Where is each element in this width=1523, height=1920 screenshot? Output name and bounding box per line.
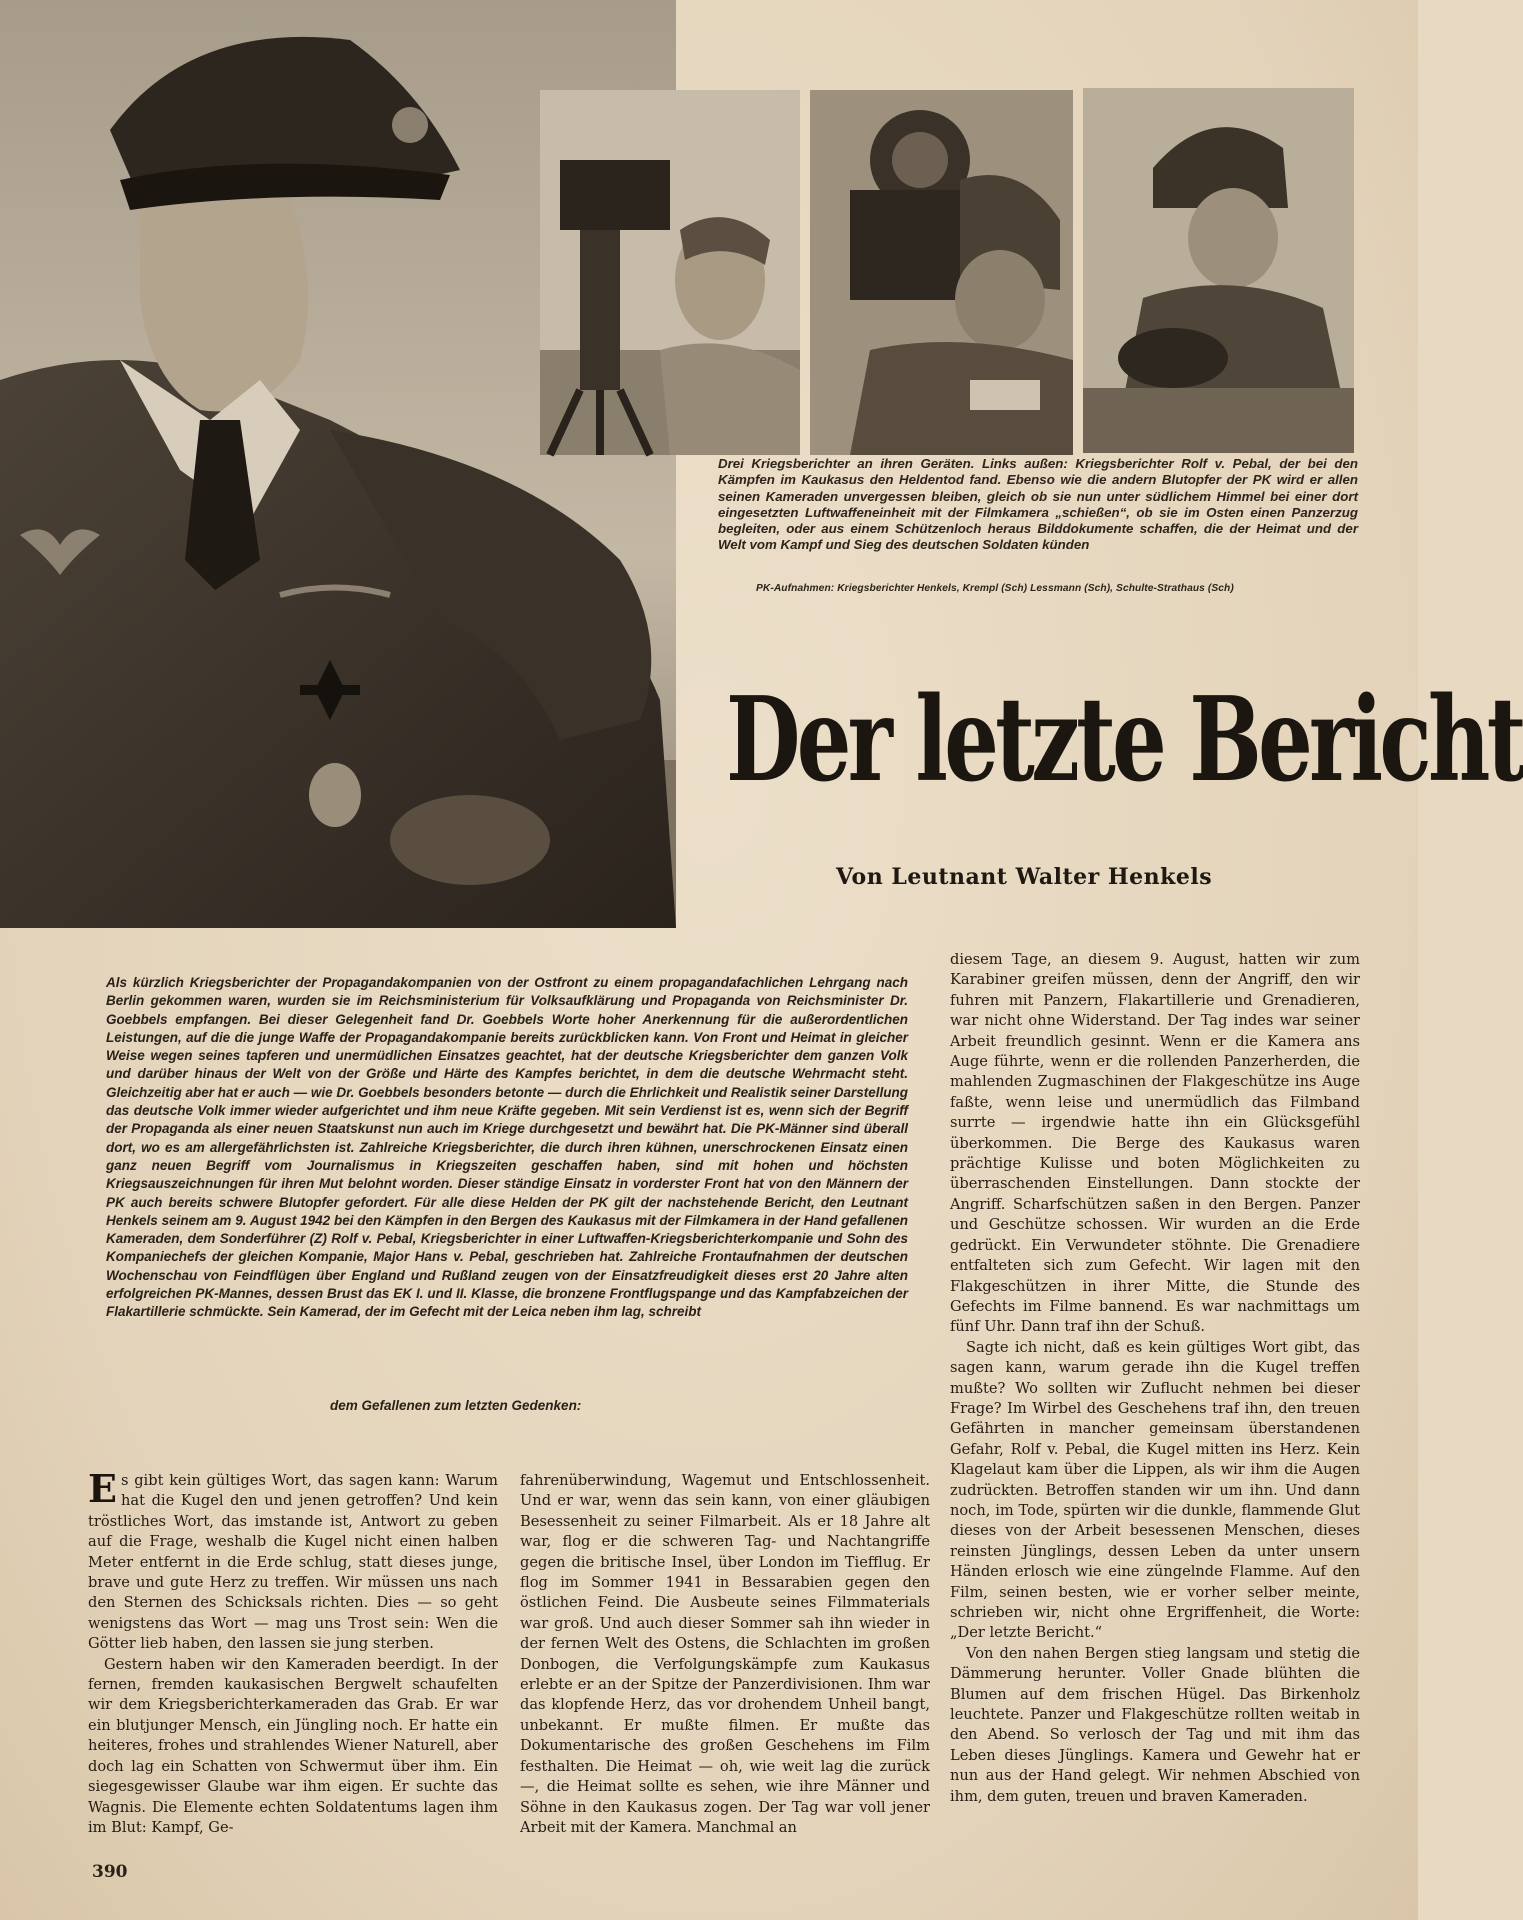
article-paragraph: Gestern haben wir den Kameraden beerdigt. In der fernen, fremden kaukasischen Bergwelt schaufelten wir dem Kriegsberichterkameraden das Grab. Er war ein blutjunger Mensch, ein Jüngling noch. Er hatte ein heiteres, frohes und strahlendes Wiener Naturell, aber doch lag ein Schatten von Schwermut über ihm. Ein siegesgewisser Glaube war ihm eigen. Er suchte das Wagnis. Die Elemente echten Soldatentums lagen ihm im Blut: Kampf, Ge- (88, 1655, 498, 1836)
drop-cap: E (88, 1466, 117, 1511)
article-paragraph: Sagte ich nicht, daß es kein gültiges Wort gibt, das sagen kann, warum gerade ihn die Kugel treffen mußte? Wo sollten wir Zuflucht nehmen bei dieser Frage? Im Wirbel des Geschehens traf ihn, den treuen Gefährten in mancher gemeinsam überstandenen Gefahr, Rolf v. Pebal, die Kugel mitten ins Herz. Kein Klagelaut kam über die Lippen, als wir ihm die Augen zudrückten. Betroffen standen wir um ihn. Und dann noch, im Tode, spürten wir die dunkle, flammende Glut dieses von der Arbeit besessenen Menschen, dieses reinsten Jünglings, dessen Leben da unter unsern Händen erlosch wie eine züngelnde Flamme. Auf den Film, seinen besten, wie er vorher selber meinte, schrieben wir, nicht ohne Ergriffenheit, die Worte: „Der letzte Bericht.“ (950, 1338, 1360, 1642)
article-paragraph: Von den nahen Bergen stieg langsam und stetig die Dämmerung herunter. Voller Gnade blühten die Blumen auf dem frischen Hügel. Das Birkenholz leuchtete. Panzer und Flakgeschütze rollten weitab in den Abend. So verlosch der Tag und mit ihm das Leben dieses Jünglings. Kamera und Gewehr hat er nun aus der Hand gelegt. Wir nehmen Abschied von ihm, dem guten, treuen und braven Kameraden. (950, 1644, 1360, 1805)
article-paragraph: diesem Tage, an diesem 9. August, hatten wir zum Karabiner greifen müssen, denn der Angriff, den wir fuhren mit Panzern, Flakartillerie und Grenadieren, war nicht ohne Widerstand. Der Tag indes war seiner Arbeit freundlich gesinnt. Wenn er die Kamera ans Auge führte, wenn er die rollenden Panzerherden, die mahlenden Zugmaschinen der Flakgeschütze ins Auge faßte, wenn leise und unermüdlich das Filmband surrte — irgendwie hatte ihn ein Glücksgefühl überkommen. Die Berge des Kaukasus waren prächtige Kulisse und boten Möglichkeiten zu überraschenden Einstellungen. Dann stockte der Angriff. Scharfschützen saßen in den Bergen. Panzer und Geschütze schossen. Wir wurden an die Erde gedrückt. Ein Verwundeter stöhnte. Die Grenadiere entfalteten sich zum Gefecht. Wir lagen mit den Flakgeschützen in ihrer Mitte, die Stunde des Gefechts im Filme bannend. Es war nachmittags um fünf Uhr. Dann traf ihn der Schuß. (950, 951, 1360, 1336)
article-headline: Der letzte Bericht (726, 672, 1523, 808)
page-number: 390 (92, 1862, 128, 1882)
photo-caption: Drei Kriegsberichter an ihren Geräten. Links außen: Kriegsberichter Rolf v. Pebal, der bei den Kämpfen im Kaukasus den Heldentod fand. Ebenso wie die andern Blutopfer der PK wird er allen seinen Kameraden unvergessen bleiben, gleich ob sie nun unter südlichem Himmel bei einer dort eingesetzten Luftwaffeneinheit mit der Filmkamera „schießen“, ob sie im Osten einen Panzerzug begleiten, oder aus einem Schützenloch heraus Bilddokumente schaffen, die der Heimat und der Welt vom Kampf und Sieg des deutschen Soldaten künden (718, 456, 1358, 553)
helmeted-soldier-photo (1083, 88, 1354, 453)
article-intro: Als kürzlich Kriegsberichter der Propagandakompanien von der Ostfront zu einem propagandafachlichen Lehrgang nach Berlin gekommen waren, wurden sie im Reichsministerium für Volksaufklärung und Propaganda von Reichsminister Dr. Goebbels empfangen. Bei dieser Gelegenheit fand Dr. Goebbels Worte hoher Anerkennung für die außerordentlichen Leistungen, auf die die junge Waffe der Propagandakompanie bereits zurückblicken kann. Von Front und Heimat in gleicher Weise wegen seines tapferen und unermüdlichen Einsatzes geachtet, hat der deutsche Kriegsberichter dem ganzen Volk und darüber hinaus der Welt von der Größe und Härte des Kampfes berichtet, in dem die deutsche Wehrmacht steht. Gleichzeitig aber hat er auch — wie Dr. Goebbels besonders betonte — durch die Ehrlichkeit und Realistik seiner Darstellung das deutsche Volk immer wieder aufgerichtet und ihm neue Kräfte gegeben. Mit sein Verdienst ist es, wenn sich der Begriff der Propaganda als einer neuen Staatskunst nun auch im Kriege durchgesetzt und bewährt hat. Die PK-Männer sind überall dort, wo es am allergefährlichsten ist. Zahlreiche Kriegsberichter, die durch ihren kühnen, unerschrockenen Einsatz einen ganz neuen Begriff vom Journalismus in Kriegszeiten geschaffen haben, sind mit hohen und höchsten Kriegsauszeichnungen für ihren Mut belohnt worden. Dieser ständige Einsatz in vorderster Front hat von den Männern der PK auch bereits schwere Blutopfer gefordert. Für alle diese Helden der PK gilt der nachstehende Bericht, den Leutnant Henkels seinem am 9. August 1942 bei den Kämpfen in den Bergen des Kaukasus mit der Filmkamera in der Hand gefallenen Kameraden, dem Sonderführer (Z) Rolf v. Pebal, Kriegsberichter in einer Luftwaffen-Kriegsberichterkompanie und Sohn des Kompaniechefs der gleichen Kompanie, Major Hans v. Pebal, geschrieben hat. Zahlreiche Frontaufnahmen der deutschen Wochenschau von Feindflügen über England und Rußland zeugen von der Einsatzfreudigkeit dieses erst 20 Jahre alten erfolgreichen PK-Mannes, dessen Brust das EK I. und II. Klasse, die bronzene Frontflugspange und das Kampfabzeichen der Flakartillerie schmückte. Sein Kamerad, der im Gefecht mit der Leica neben ihm lag, schreibt (106, 975, 908, 1320)
article-byline: Von Leutnant Walter Henkels (836, 864, 1213, 890)
article-column-middle (520, 1471, 930, 1838)
cameraman-with-film-camera-photo (540, 90, 800, 455)
photo-credit: PK-Aufnahmen: Kriegsberichter Henkels, Krempl (Sch) Lessmann (Sch), Schulte-Strathaus (Sch) (756, 583, 1234, 594)
article-paragraph: Es gibt kein gültiges Wort, das sagen kann: Warum hat die Kugel den und jenen getroffen? Und kein tröstliches Wort, das imstande ist, Antwort zu geben auf die Frage, weshalb die Kugel nicht einen halben Meter entfernt in die Erde schlug, statt dieses junge, brave und gute Herz zu treffen. Wir müssen uns nach den Sternen des Schicksals richten. Dies — so geht wenigstens das Wort — mag uns Trost sein: Wen die Götter lieb haben, den lassen sie jung sterben. (88, 1466, 498, 1653)
article-column-right (950, 950, 1360, 1807)
article-column-left (88, 1466, 498, 1838)
article-intro-closing: dem Gefallenen zum letzten Gedenken: (330, 1398, 582, 1413)
article-paragraph: fahrenüberwindung, Wagemut und Entschlossenheit. Und er war, wenn das sein kann, von einer gläubigen Besessenheit zu seiner Filmarbeit. Als er 18 Jahre alt war, flog er die schweren Tag- und Nachtangriffe gegen die britische Insel, über London im Tiefflug. Er flog im Sommer 1941 in Bessarabien gegen den östlichen Feind. Die Ausbeute seines Filmmaterials war groß. Und auch dieser Sommer sah ihn wieder in der fernen Welt des Ostens, die Schlachten im großen Donbogen, die Verfolgungskämpfe zum Kaukasus erlebte er an der Spitze der Panzerdivisionen. Ihm war das klopfende Herz, das vor drohendem Unheil bangt, unbekannt. Er mußte filmen. Er mußte das Dokumentarische des großen Geschehens im Film festhalten. Die Heimat — oh, wie weit lag die zurück —, die Heimat sollte es sehen, wie ihre Männer und Söhne in den Kaukasus zogen. Der Tag war voll jener Arbeit mit der Kamera. Manchmal an (520, 1472, 930, 1836)
helmeted-cameraman-photo (810, 90, 1073, 455)
